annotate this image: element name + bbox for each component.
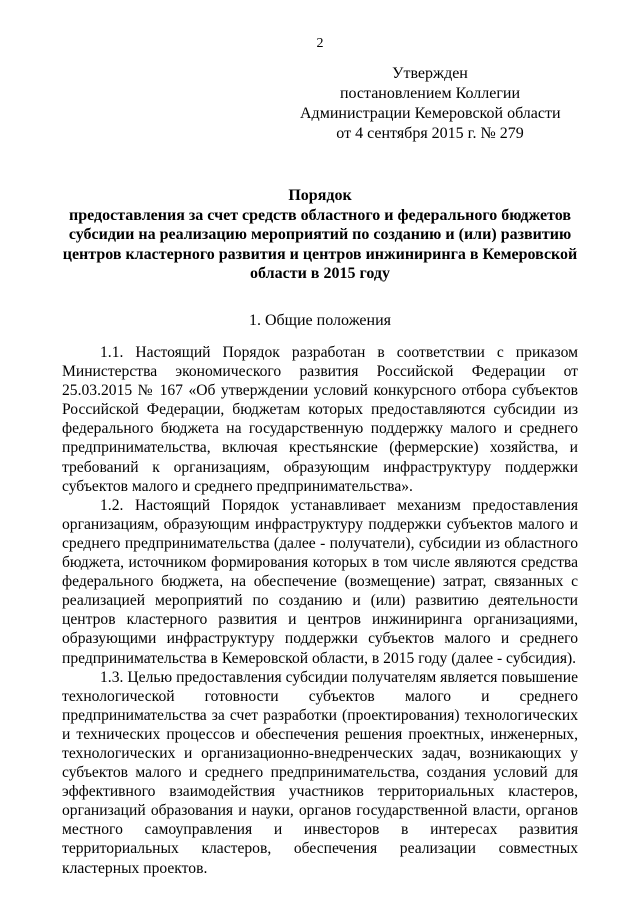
approval-block <box>300 64 560 144</box>
paragraph-1-1: 1.1. Настоящий Порядок разработан в соответствии с приказом Министерства экономического развития Российской Федерации от 25.03.2015 № 167 «Об утверждении условий конкурсного отбора субъектов Российской Федерации, бюджетам которых предоставляются субсидии из федерального бюджета на государственную поддержку малого и среднего предпринимательства, включая крестьянские (фермерские) хозяйства, и требований к организациям, образующим инфраструктуру поддержки субъектов малого и среднего предпринимательства». <box>62 344 578 495</box>
approval-line-resolution: постановлением Коллегии <box>339 85 521 102</box>
title-line-1: Порядок <box>288 187 352 204</box>
title-line-5: области в 2015 году <box>250 265 390 282</box>
paragraph-1-2: 1.2. Настоящий Порядок устанавливает механизм предоставления организациям, образующим инфраструктуру поддержки субъектов малого и среднего предпринимательства (далее - получатели), субсидии из областного бюджета, источником формирования которых в том числе являются средства федерального бюджета, на обеспечение (возмещение) затрат, связанных с реализацией мероприятий по созданию и (или) развитию деятельности центров кластерного развития и центров инжиниринга организациями, образующими инфраструктуру поддержки субъектов малого и среднего предпринимательства в Кемеровской области, в 2015 году (далее - субсидия). <box>62 496 578 667</box>
title-line-4: центров кластерного развития и центров инжиниринга в Кемеровской <box>62 245 578 263</box>
approval-line-approved: Утвержден <box>392 65 468 82</box>
document-body <box>62 343 578 878</box>
title-line-2: предоставления за счет средств областного и федерального бюджетов <box>69 206 571 224</box>
document-title <box>62 186 578 284</box>
approval-line-date-number: от 4 сентября 2015 г. № 279 <box>336 125 524 142</box>
approval-line-administration: Администрации Кемеровской области <box>300 105 561 122</box>
paragraph-1-3: 1.3. Целью предоставления субсидии получателям является повышение технологической готовности субъектов малого и среднего предпринимательства за счет разработки (проектирования) технологических и технических процессов и обеспечения решения проектных, инженерных, технологических и организационно-внедренческих задач, возникающих у субъектов малого и среднего предпринимательства, создания условий для эффективного взаимодействия участников территориальных кластеров, организаций образования и науки, органов государственной власти, органов местного самоуправления и инвесторов в интересах развития территориальных кластеров, обеспечения реализации совместных кластерных проектов. <box>62 668 578 877</box>
section-heading-general-provisions: 1. Общие положения <box>248 312 392 329</box>
page-number: 2 <box>316 36 324 51</box>
title-line-3: субсидии на реализацию мероприятий по созданию и (или) развитию <box>68 226 572 243</box>
